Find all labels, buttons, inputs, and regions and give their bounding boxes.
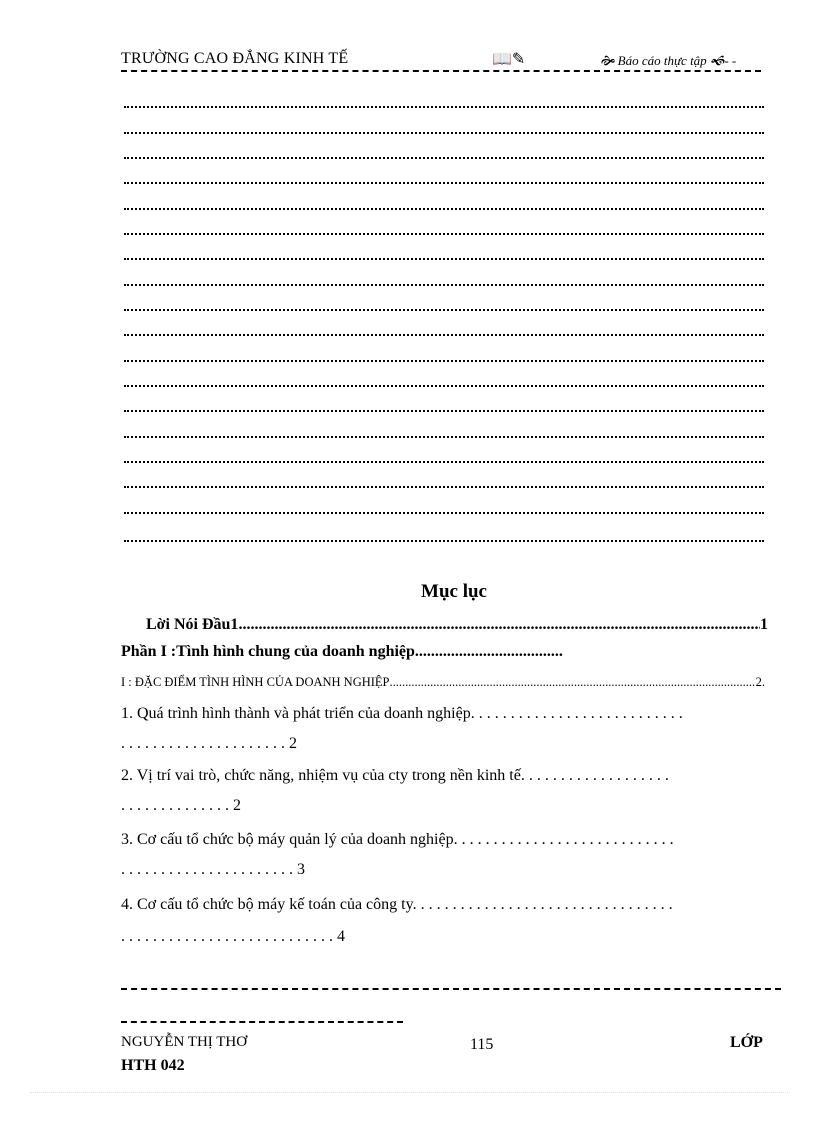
dotted-line bbox=[124, 540, 764, 542]
toc-item-3-page: . . . . . . . . . . . . . . . . . . . . . . 3 bbox=[121, 861, 305, 878]
dotted-line bbox=[124, 309, 764, 311]
dotted-line bbox=[124, 284, 764, 286]
dotted-line bbox=[124, 233, 764, 235]
toc-item-4[interactable]: 4. Cơ cấu tổ chức bộ máy kế toán của công ty. . . . . . . . . . . . . . . . . . . . . . . . . . . . . . . . . bbox=[121, 896, 673, 913]
footer-page-number: 115 bbox=[470, 1036, 494, 1053]
toc-item-1[interactable]: 1. Quá trình hình thành và phát triển của doanh nghiệp. . . . . . . . . . . . . . . . . . . . . . . . . . . bbox=[121, 705, 683, 722]
footer-class-value: HTH 042 bbox=[121, 1057, 185, 1074]
toc-leader-dots bbox=[390, 675, 756, 690]
dotted-line bbox=[124, 258, 764, 260]
header-divider bbox=[121, 70, 761, 76]
toc-item-2-page: . . . . . . . . . . . . . . 2 bbox=[121, 797, 241, 814]
toc-section1-page: 2. bbox=[755, 675, 765, 689]
dotted-line bbox=[124, 385, 764, 387]
toc-item-4-page: . . . . . . . . . . . . . . . . . . . . . . . . . . . 4 bbox=[121, 928, 345, 945]
dotted-line bbox=[124, 410, 764, 412]
footer-divider-short bbox=[121, 1021, 403, 1023]
toc-foreword-label: Lời Nói Đầu1 bbox=[146, 616, 239, 633]
toc-item-2[interactable]: 2. Vị trí vai trò, chức năng, nhiệm vụ của cty trong nền kinh tế. . . . . . . . . . . . . . . . . . . bbox=[121, 767, 669, 784]
dotted-line bbox=[124, 132, 764, 134]
page-bottom-edge bbox=[30, 1092, 790, 1093]
dotted-line bbox=[124, 106, 764, 108]
header-school-name: TRƯỜNG CAO ĐẲNG KINH TẾ bbox=[121, 50, 349, 67]
toc-title: Mục lục bbox=[421, 581, 487, 602]
footer-divider bbox=[121, 988, 781, 990]
toc-item-1-page: . . . . . . . . . . . . . . . . . . . . . 2 bbox=[121, 735, 297, 752]
book-pen-icon: 📖✎ bbox=[492, 51, 526, 68]
toc-foreword-page: 1 bbox=[760, 616, 768, 633]
toc-leader-dots bbox=[238, 616, 760, 634]
toc-section1-label: I : ĐẶC ĐIỂM TÌNH HÌNH CỦA DOANH NGHIỆP bbox=[121, 675, 390, 689]
footer-class-label: LỚP bbox=[730, 1034, 763, 1051]
dotted-line bbox=[124, 208, 764, 210]
dotted-line bbox=[124, 360, 764, 362]
dotted-line bbox=[124, 512, 764, 514]
toc-part1-entry[interactable]: Phần I :Tình hình chung của doanh nghiệp..................................... bbox=[121, 643, 563, 660]
dotted-line bbox=[124, 461, 764, 463]
toc-foreword-entry[interactable] bbox=[146, 616, 768, 634]
dotted-line bbox=[124, 436, 764, 438]
dotted-line bbox=[124, 334, 764, 336]
dotted-line bbox=[124, 486, 764, 488]
footer-author: NGUYỄN THỊ THƠ bbox=[121, 1034, 248, 1050]
toc-item-3[interactable]: 3. Cơ cấu tổ chức bộ máy quản lý của doanh nghiệp. . . . . . . . . . . . . . . . . . . . . . . . . . . . bbox=[121, 831, 674, 848]
dotted-line bbox=[124, 157, 764, 159]
toc-section1-entry[interactable] bbox=[121, 675, 765, 690]
dotted-line bbox=[124, 182, 764, 184]
header-report-label: 🙞 Báo cáo thực tập 🙜- - bbox=[600, 53, 737, 68]
